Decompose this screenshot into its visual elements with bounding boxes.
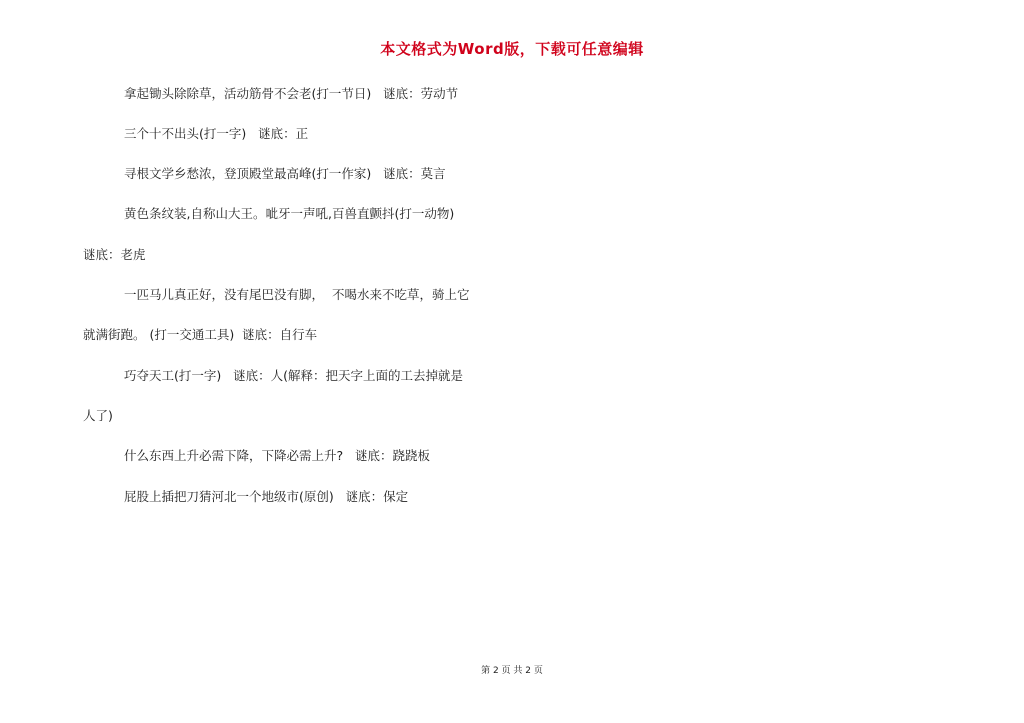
- riddle-line-5: 一匹马儿真正好，没有尾巴没有脚， 不喝水来不吃草，骑上它: [124, 287, 470, 302]
- page-number-footer: 第 2 页 共 2 页: [481, 666, 543, 676]
- riddle-line-7: 什么东西上升必需下降，下降必需上升? 谜底：跷跷板: [124, 448, 431, 463]
- riddle-line-5-cont: 就满街跑。 (打一交通工具) 谜底：自行车: [83, 327, 318, 342]
- riddle-line-4: 黄色条纹装,自称山大王。呲牙一声吼,百兽直颤抖(打一动物): [124, 206, 455, 221]
- riddle-line-3: 寻根文学乡愁浓，登顶殿堂最高峰(打一作家) 谜底：莫言: [124, 166, 446, 181]
- riddle-line-4-answer: 谜底：老虎: [83, 247, 146, 262]
- riddle-line-2: 三个十不出头(打一字) 谜底：正: [124, 126, 309, 141]
- riddle-line-6: 巧夺天工(打一字) 谜底：人(解释：把天字上面的工去掉就是: [124, 368, 464, 383]
- riddle-line-1: 拿起锄头除除草，活动筋骨不会老(打一节日) 谜底：劳动节: [124, 86, 459, 101]
- riddle-line-8: 屁股上插把刀猜河北一个地级市(原创) 谜底：保定: [124, 489, 409, 504]
- page-header-notice: 本文格式为Word版，下载可任意编辑: [380, 40, 644, 58]
- riddle-line-6-cont: 人了): [83, 408, 113, 423]
